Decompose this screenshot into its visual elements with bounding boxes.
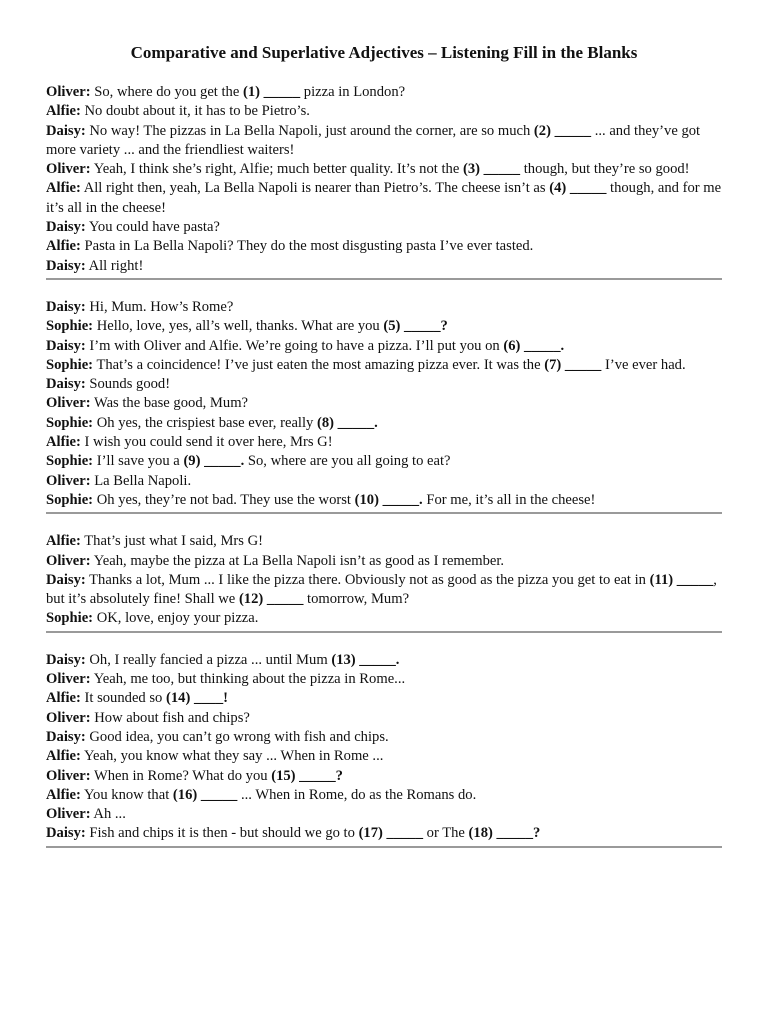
line-text: Hi, Mum. How’s Rome? [89,298,234,315]
line-text: Pasta in La Bella Napoli? They do the most disgusting pasta I’ve ever tasted. [84,238,534,255]
speaker-name: Daisy: [46,298,86,315]
line-text: You could have pasta? [88,219,220,236]
dialogue-line [46,709,722,728]
blank-gap: (10) _____. [354,491,423,508]
line-text: That’s just what I said, Mrs G! [84,533,264,550]
dialogue-line [46,237,722,256]
blank-gap: (18) _____? [468,825,541,842]
line-text: When in Rome? What do you [93,767,272,784]
worksheet-title: Comparative and Superlative Adjectives – Listening Fill in the Blanks [130,43,638,62]
line-text: How about fish and chips? [94,709,250,726]
speaker-name: Daisy: [46,219,86,236]
speaker-name: Oliver: [46,767,91,784]
line-text: That’s a coincidence! I’ve just eaten the most amazing pizza ever. It was the [96,356,545,373]
speaker-name: Alfie: [46,434,81,451]
line-text: Good idea, you can’t go wrong with fish and chips. [89,728,389,745]
line-text: Fish and chips it is then - but should we go to [89,825,359,842]
line-text: Sounds good! [89,376,171,393]
line-text: La Bella Napoli. [94,472,192,489]
line-text: , but it’s absolutely fine! Shall we [46,571,717,608]
section-divider [46,846,722,848]
blank-gap: (17) _____ [358,825,424,842]
dialogue-line [46,609,722,628]
speaker-name: Alfie: [46,748,81,765]
dialogue-line [46,179,722,218]
speaker-name: Alfie: [46,238,81,255]
speaker-name: Sophie: [46,356,94,373]
blank-gap: (7) _____ [544,356,602,373]
speaker-name: Alfie: [46,533,81,550]
line-text: You know that [83,786,173,803]
line-text: No doubt about it, it has to be Pietro’s. [84,103,310,120]
line-text: though, but they’re so good! [520,161,690,178]
speaker-name: Daisy: [46,651,86,668]
speaker-name: Daisy: [46,728,86,745]
line-text: OK, love, enjoy your pizza. [96,610,259,627]
dialogue-line [46,472,722,491]
section-divider [46,512,722,514]
blank-gap: (11) _____ [649,571,714,588]
line-text: I’m with Oliver and Alfie. We’re going to have a pizza. I’ll put you on [89,337,504,354]
dialogue-line [46,532,722,551]
speaker-name: Alfie: [46,786,81,803]
dialogue-line [46,102,722,121]
dialogue-line [46,317,722,336]
blank-gap: (14) ____! [166,690,229,707]
line-text: For me, it’s all in the cheese! [422,491,596,508]
speaker-name: Daisy: [46,337,86,354]
speaker-name: Oliver: [46,806,91,823]
dialogue-line [46,651,722,670]
line-text: All right then, yeah, La Bella Napoli is nearer than Pietro’s. The cheese isn’t as [83,180,550,197]
dialogue-line [46,433,722,452]
blank-gap: (4) _____ [549,180,607,197]
dialogue-sections [46,83,722,848]
line-text: Yeah, maybe the pizza at La Bella Napoli isn’t as good as I remember. [93,552,505,569]
line-text: I wish you could send it over here, Mrs G! [84,434,333,451]
dialogue-line [46,337,722,356]
line-text: It sounded so [84,690,166,707]
section-divider [46,278,722,280]
dialogue-line [46,298,722,317]
line-text: I’ve ever had. [601,356,686,373]
line-text: Hello, love, yes, all’s well, thanks. What are you [96,318,384,335]
speaker-name: Alfie: [46,690,81,707]
dialogue-section [46,298,722,514]
dialogue-line [46,786,722,805]
dialogue-line [46,571,722,610]
dialogue-section [46,532,722,632]
speaker-name: Daisy: [46,122,86,139]
line-text: Yeah, you know what they say ... When in Rome ... [83,748,384,765]
line-text: ... and they’ve got more variety ... and the friendliest waiters! [46,122,701,158]
line-text: Was the base good, Mum? [93,395,249,412]
dialogue-line [46,218,722,237]
speaker-name: Sophie: [46,610,94,627]
line-text: Oh yes, the crispiest base ever, really [96,414,317,431]
dialogue-section [46,651,722,848]
blank-gap: (15) _____? [271,767,343,784]
dialogue-line [46,257,722,276]
line-text: So, where do you get the [94,84,243,100]
speaker-name: Oliver: [46,472,91,489]
line-text: I’ll save you a [96,453,184,470]
dialogue-line [46,375,722,394]
dialogue-line [46,160,722,179]
blank-gap: (12) _____ [238,591,304,608]
dialogue-line [46,394,722,413]
dialogue-line [46,452,722,471]
dialogue-line [46,491,722,510]
blank-gap: (8) _____. [316,414,378,431]
speaker-name: Alfie: [46,103,81,120]
line-text: tomorrow, Mum? [303,591,410,608]
blank-gap: (5) _____? [383,318,448,335]
line-text: Yeah, I think she’s right, Alfie; much better quality. It’s not the [93,161,463,178]
dialogue-line [46,747,722,766]
speaker-name: Sophie: [46,318,94,335]
line-text: pizza in London? [300,84,406,100]
line-text: or The [423,825,469,842]
line-text: Ah ... [93,806,126,823]
speaker-name: Oliver: [46,709,91,726]
blank-gap: (13) _____. [331,651,400,668]
blank-gap: (16) _____ [172,786,238,803]
line-text: No way! The pizzas in La Bella Napoli, just around the corner, are so much [89,122,534,139]
dialogue-line [46,767,722,786]
speaker-name: Oliver: [46,161,91,178]
blank-gap: (6) _____. [503,337,565,354]
blank-gap: (3) _____ [462,161,521,178]
section-divider [46,631,722,633]
dialogue-line [46,805,722,824]
worksheet-page [46,42,722,848]
dialogue-line [46,122,722,161]
line-text: Oh yes, they’re not bad. They use the worst [96,491,355,508]
speaker-name: Oliver: [46,671,91,688]
dialogue-line [46,356,722,375]
line-text: Oh, I really fancied a pizza ... until Mum [89,651,332,668]
speaker-name: Oliver: [46,395,91,412]
blank-gap: (2) _____ [533,122,592,139]
dialogue-line [46,552,722,571]
blank-gap: (9) _____. [183,453,245,470]
speaker-name: Daisy: [46,571,86,588]
dialogue-line [46,83,722,102]
speaker-name: Alfie: [46,180,81,197]
speaker-name: Oliver: [46,552,91,569]
dialogue-line [46,689,722,708]
line-text: though, and for me it’s all in the cheese! [46,180,722,216]
dialogue-line [46,824,722,843]
dialogue-line [46,728,722,747]
line-text: Yeah, me too, but thinking about the pizza in Rome... [93,671,406,688]
speaker-name: Daisy: [46,257,86,274]
speaker-name: Sophie: [46,453,94,470]
line-text: Thanks a lot, Mum ... I like the pizza there. Obviously not as good as the pizza you get to eat in [89,571,650,588]
line-text: So, where are you all going to eat? [244,453,451,470]
speaker-name: Sophie: [46,414,94,431]
speaker-name: Daisy: [46,825,86,842]
speaker-name: Daisy: [46,376,86,393]
blank-gap: (1) _____ [242,84,301,100]
dialogue-line [46,670,722,689]
line-text: ... When in Rome, do as the Romans do. [237,786,477,803]
dialogue-line [46,414,722,433]
line-text: All right! [88,257,144,274]
dialogue-section [46,83,722,280]
speaker-name: Oliver: [46,84,91,100]
speaker-name: Sophie: [46,491,94,508]
